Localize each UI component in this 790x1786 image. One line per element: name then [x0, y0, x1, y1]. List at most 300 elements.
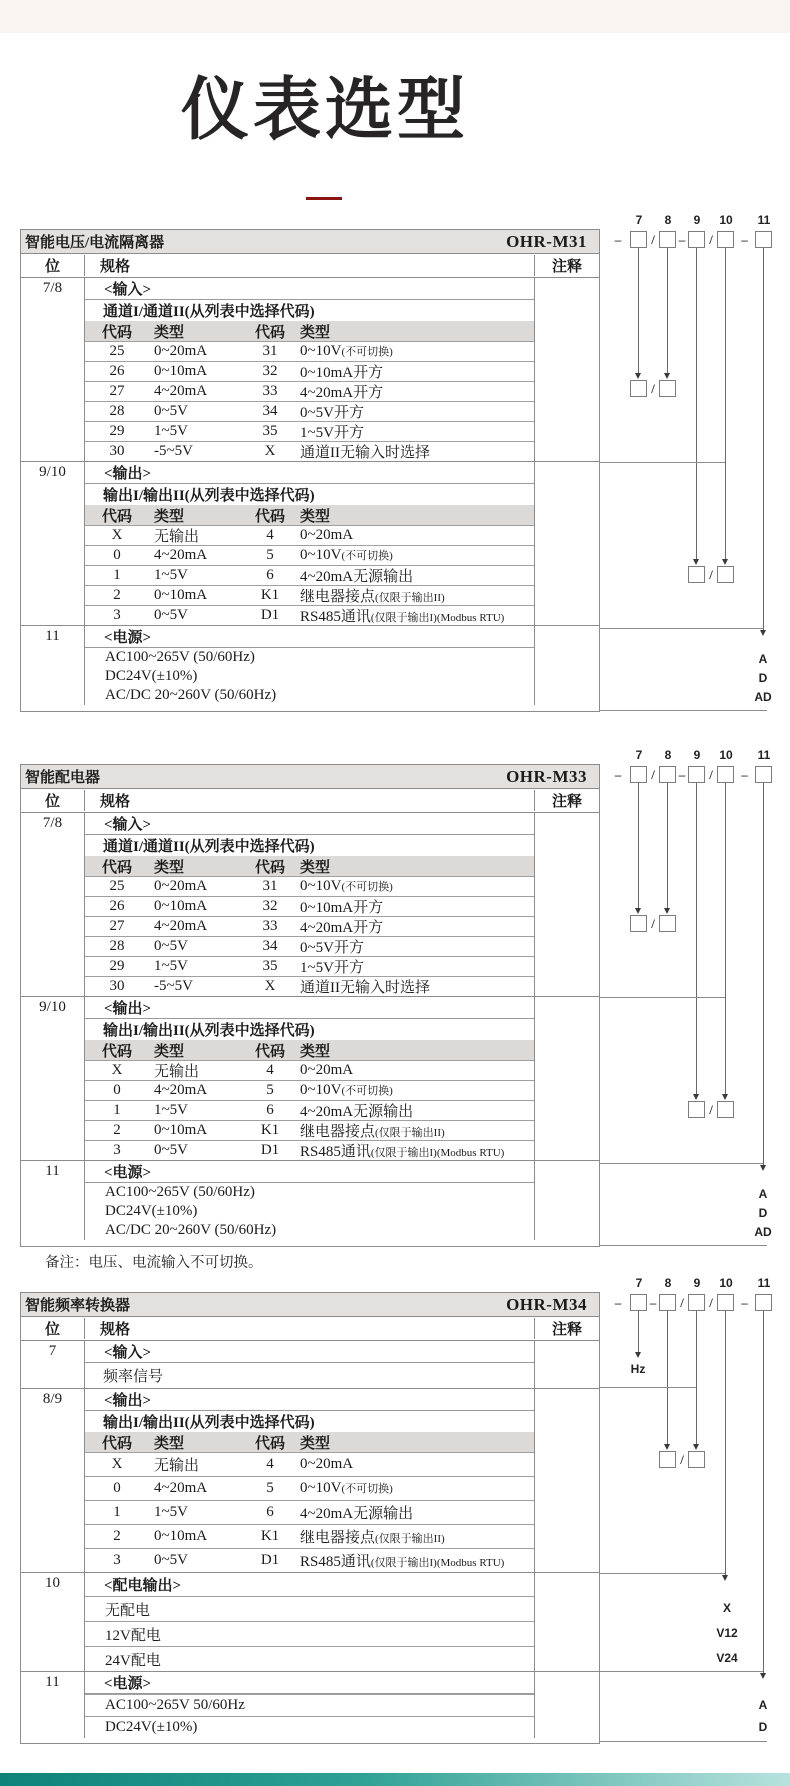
type-cell: 4~20mA [154, 918, 208, 934]
code-cell: 29 [109, 423, 125, 439]
code-cell: 35 [262, 423, 278, 439]
section-pos: 11 [21, 1161, 85, 1240]
code-cell: 25 [109, 343, 125, 359]
code-row [85, 585, 534, 605]
code-cell: D1 [260, 1142, 280, 1158]
selection-table-m34 [20, 1292, 600, 1744]
code-row [85, 421, 534, 441]
type-cell: 0~10V(不可切换) [300, 1082, 393, 1098]
type-cell: 0~5V [154, 938, 188, 954]
digit-label: 7 [635, 748, 643, 762]
code-cell: X [264, 978, 276, 994]
table-header-bar [21, 1293, 599, 1317]
digit-label: 7 [635, 213, 643, 227]
code-row [85, 1060, 534, 1080]
arrow-down-icon [664, 1444, 670, 1450]
code-cell: 1 [113, 1504, 121, 1520]
power-section [21, 1160, 599, 1240]
connector-line [667, 783, 668, 908]
type-cell: 4~20mA无源输出 [300, 569, 414, 585]
product-model: OHR-M33 [506, 766, 587, 786]
type-cell: 0~20mA [154, 878, 208, 894]
code-cell: 31 [262, 343, 278, 359]
remark-cell [535, 1161, 599, 1240]
type-cell: RS485通讯(仅限于输出I)(Modbus RTU) [300, 1554, 505, 1570]
code-separator: – [678, 231, 686, 247]
code-row [85, 525, 534, 545]
table-header-bar [21, 765, 599, 789]
type-cell: 4~20mA [154, 383, 208, 399]
channel-select-line: 通道I/通道II(从列表中选择代码) [103, 839, 315, 855]
code-row [85, 1548, 534, 1572]
arrow-down-icon [635, 373, 641, 379]
code-separator: – [614, 231, 622, 247]
power-option-row: DC24V(±10%) [105, 1203, 198, 1219]
code-cell: 32 [262, 363, 278, 379]
type-cell: -5~5V [154, 978, 193, 994]
type-cell: 0~10V(不可切换) [300, 878, 393, 894]
type-cell: 1~5V [154, 423, 188, 439]
code-cell: 5 [266, 1480, 274, 1496]
power-option-row: AC/DC 20~260V (50/60Hz) [105, 1222, 277, 1238]
code-cell: K1 [260, 587, 280, 603]
section-label: <输入> [85, 1341, 534, 1363]
section-label: <输入> [85, 278, 534, 300]
code-separator: – [741, 766, 748, 782]
section-pos: 7/8 [21, 278, 85, 461]
type-cell: 通道II无输入时选择 [300, 445, 430, 461]
section-pos: 7/8 [21, 813, 85, 996]
code-table-header: 代码 类型 代码 类型 [85, 856, 534, 876]
slash-separator: / [709, 566, 713, 582]
code-box [717, 766, 734, 783]
type-cell: 继电器接点(仅限于输出II) [300, 1124, 445, 1140]
code-cell: D1 [260, 1552, 280, 1568]
code-separator: – [678, 766, 686, 782]
type-cell: 4~20mA [154, 1480, 208, 1496]
code-cell: 27 [109, 918, 125, 934]
connector-line [725, 783, 726, 1094]
digit-label: 10 [719, 748, 733, 762]
type-cell: 1~5V [154, 567, 188, 583]
product-model: OHR-M31 [506, 231, 587, 251]
code-cell: 34 [262, 938, 278, 954]
section-label: <输出> [85, 997, 534, 1019]
table-header-bar [21, 230, 599, 254]
type-cell: 4~20mA无源输出 [300, 1104, 414, 1120]
code-cell: 4 [266, 1062, 274, 1078]
slash-separator: / [680, 1451, 684, 1467]
type-cell: 继电器接点(仅限于输出II) [300, 1530, 445, 1546]
title-underline [306, 197, 342, 200]
code-separator: / [709, 231, 713, 247]
code-cell: 5 [266, 1082, 274, 1098]
arrow-down-icon [722, 559, 728, 565]
arrow-down-icon [664, 373, 670, 379]
remark-cell [535, 1573, 599, 1671]
selection-box [688, 1101, 705, 1118]
section-label: <电源> [85, 626, 534, 648]
code-table-header: 代码 类型 代码 类型 [85, 1432, 534, 1452]
arrow-down-icon [693, 1444, 699, 1450]
power-section [21, 625, 599, 705]
code-row [85, 1120, 534, 1140]
code-cell: 2 [113, 587, 121, 603]
connector-line [638, 783, 639, 908]
code-cell: 28 [109, 403, 125, 419]
code-row [85, 1452, 534, 1476]
code-box [630, 231, 647, 248]
type-cell: 0~10mA [154, 1528, 208, 1544]
remark-cell [535, 813, 599, 996]
code-box [659, 231, 676, 248]
code-cell: 32 [262, 898, 278, 914]
footnote: 备注：电压、电流输入不可切换。 [45, 1255, 263, 1271]
slash-separator: / [651, 915, 655, 931]
code-row [85, 565, 534, 585]
power-tag: D [758, 671, 768, 685]
extension-line [600, 1671, 763, 1672]
code-cell: 25 [109, 878, 125, 894]
type-cell: 0~10mA [154, 1122, 208, 1138]
output-section [21, 1388, 599, 1572]
input-section [21, 1340, 599, 1388]
column-header-row [21, 789, 599, 812]
code-row [85, 1080, 534, 1100]
code-cell: 0 [113, 547, 121, 563]
selection-box [659, 1451, 676, 1468]
code-row [85, 976, 534, 996]
code-cell: 0 [113, 1082, 121, 1098]
selection-box [630, 380, 647, 397]
code-row [85, 605, 534, 625]
col-pos: 位 [21, 790, 85, 811]
code-cell: K1 [260, 1122, 280, 1138]
code-cell: 34 [262, 403, 278, 419]
digit-label: 11 [757, 213, 771, 227]
power-tag: A [758, 1187, 768, 1201]
code-row [85, 441, 534, 461]
section-pos: 9/10 [21, 462, 85, 625]
remark-cell [535, 997, 599, 1160]
digit-label: 9 [693, 213, 701, 227]
code-cell: X [264, 443, 276, 459]
column-header-row [21, 254, 599, 277]
type-cell: 0~10mA开方 [300, 365, 384, 381]
distribution-tag: V24 [716, 1651, 738, 1665]
type-cell: 0~5V开方 [300, 405, 364, 421]
page-title: 仪表选型 [180, 72, 469, 148]
type-cell: 0~5V [154, 1142, 188, 1158]
code-cell: 33 [262, 383, 278, 399]
code-cell: 1 [113, 567, 121, 583]
digit-label: 11 [757, 1276, 771, 1290]
code-row [85, 896, 534, 916]
code-box [755, 231, 772, 248]
code-cell: X [111, 527, 123, 543]
code-row [85, 545, 534, 565]
type-cell: 0~10V(不可切换) [300, 343, 393, 359]
output-select-line: 输出I/输出II(从列表中选择代码) [103, 1415, 315, 1431]
digit-label: 8 [664, 748, 672, 762]
type-cell: RS485通讯(仅限于输出I)(Modbus RTU) [300, 1144, 505, 1160]
code-cell: 5 [266, 547, 274, 563]
type-cell: 0~10mA [154, 898, 208, 914]
code-box [659, 766, 676, 783]
code-separator: – [649, 1294, 657, 1310]
code-row [85, 1100, 534, 1120]
section-pos: 10 [21, 1573, 85, 1671]
channel-select-line: 通道I/通道II(从列表中选择代码) [103, 304, 315, 320]
slash-separator: / [709, 1101, 713, 1117]
digit-label: 9 [693, 1276, 701, 1290]
power-tag: A [758, 1698, 768, 1712]
remark-cell [535, 1341, 599, 1388]
input-section [21, 812, 599, 996]
arrow-down-icon [635, 1352, 641, 1358]
code-box [630, 1294, 647, 1311]
code-row [85, 341, 534, 361]
type-cell: 无输出 [154, 529, 200, 545]
type-cell: RS485通讯(仅限于输出I)(Modbus RTU) [300, 609, 505, 625]
connector-line [638, 1311, 639, 1352]
selection-box [688, 1451, 705, 1468]
type-cell: 0~10V(不可切换) [300, 1480, 393, 1496]
extension-line [600, 1573, 725, 1574]
code-table-header: 代码 类型 代码 类型 [85, 1040, 534, 1060]
arrow-down-icon [693, 559, 699, 565]
col-spec: 规格 [85, 1318, 535, 1339]
distribution-option-row: 24V配电 [85, 1646, 534, 1671]
type-cell: 4~20mA [154, 1082, 208, 1098]
code-cell: 1 [113, 1102, 121, 1118]
extension-line [600, 628, 763, 629]
code-cell: D1 [260, 607, 280, 623]
digit-label: 7 [635, 1276, 643, 1290]
code-row [85, 936, 534, 956]
digit-label: 11 [757, 748, 771, 762]
code-separator: / [651, 231, 655, 247]
code-cell: 3 [113, 1552, 121, 1568]
remark-cell [535, 626, 599, 705]
code-box [659, 1294, 676, 1311]
frequency-signal-row: 频率信号 [103, 1369, 164, 1385]
selection-box [630, 915, 647, 932]
code-separator: / [680, 1294, 684, 1310]
connector-line [763, 1311, 764, 1673]
code-row [85, 381, 534, 401]
extension-line [600, 1741, 767, 1742]
remark-cell [535, 278, 599, 461]
code-box [717, 1294, 734, 1311]
code-table-header: 代码 类型 代码 类型 [85, 321, 534, 341]
top-band [0, 0, 790, 33]
section-pos: 11 [21, 626, 85, 705]
extension-line [600, 1245, 767, 1246]
code-box [717, 231, 734, 248]
type-cell: 1~5V开方 [300, 425, 364, 441]
product-name: 智能电压/电流隔离器 [25, 235, 165, 251]
type-cell: 0~5V [154, 607, 188, 623]
code-cell: 27 [109, 383, 125, 399]
code-box [688, 1294, 705, 1311]
type-cell: 0~5V开方 [300, 940, 364, 956]
code-cell: 2 [113, 1528, 121, 1544]
section-label: <配电输出> [104, 1578, 182, 1594]
section-pos: 11 [21, 1672, 85, 1738]
section-label: <电源> [85, 1672, 534, 1694]
code-row [85, 1524, 534, 1548]
power-tag: D [758, 1720, 768, 1734]
code-cell: 26 [109, 363, 125, 379]
code-row [85, 1500, 534, 1524]
extension-line [600, 1163, 763, 1164]
code-cell: 6 [266, 567, 274, 583]
selection-box [659, 380, 676, 397]
connector-line [763, 248, 764, 630]
arrow-down-icon [635, 908, 641, 914]
footer-bar [0, 1773, 790, 1786]
type-cell: 4~20mA开方 [300, 920, 384, 936]
type-cell: 0~20mA [300, 1062, 354, 1078]
code-cell: 35 [262, 958, 278, 974]
type-cell: 通道II无输入时选择 [300, 980, 430, 996]
selection-box [659, 915, 676, 932]
code-separator: – [741, 231, 748, 247]
selection-box [688, 566, 705, 583]
type-cell: 1~5V [154, 1504, 188, 1520]
connector-line [667, 1311, 668, 1444]
code-cell: 0 [113, 1480, 121, 1496]
arrow-down-icon [760, 1673, 766, 1679]
output-select-line: 输出I/输出II(从列表中选择代码) [103, 488, 315, 504]
power-tag: A [758, 652, 768, 666]
hz-tag: Hz [630, 1362, 646, 1376]
product-model: OHR-M34 [506, 1294, 587, 1314]
type-cell: 无输出 [154, 1064, 200, 1080]
code-row [85, 1140, 534, 1160]
distribution-option-row: 无配电 [85, 1596, 534, 1621]
code-box [755, 766, 772, 783]
type-cell: 0~5V [154, 403, 188, 419]
type-cell: 4~20mA开方 [300, 385, 384, 401]
extension-line [600, 710, 767, 711]
section-label: <输出> [85, 462, 534, 484]
code-cell: 26 [109, 898, 125, 914]
power-option-row: DC24V(±10%) [105, 668, 198, 684]
arrow-down-icon [664, 908, 670, 914]
type-cell: 1~5V [154, 958, 188, 974]
type-cell: 0~10V(不可切换) [300, 547, 393, 563]
output-select-line: 输出I/输出II(从列表中选择代码) [103, 1023, 315, 1039]
code-cell: 3 [113, 1142, 121, 1158]
code-row [85, 361, 534, 381]
power-tag: D [758, 1206, 768, 1220]
section-pos: 8/9 [21, 1389, 85, 1572]
digit-label: 10 [719, 1276, 733, 1290]
section-label: <电源> [85, 1161, 534, 1183]
type-cell: 0~20mA [154, 343, 208, 359]
code-box [630, 766, 647, 783]
col-remark: 注释 [551, 259, 582, 275]
power-tag: AD [754, 1225, 772, 1239]
extension-line [600, 462, 725, 463]
code-cell: 4 [266, 527, 274, 543]
code-box [688, 766, 705, 783]
distribution-option-row: 12V配电 [85, 1621, 534, 1646]
code-box [755, 1294, 772, 1311]
col-spec: 规格 [85, 790, 535, 811]
selection-box [717, 1101, 734, 1118]
type-cell: 1~5V [154, 1102, 188, 1118]
code-cell: K1 [260, 1528, 280, 1544]
connector-line [725, 1311, 726, 1575]
col-spec: 规格 [85, 255, 535, 276]
col-pos: 位 [21, 1318, 85, 1339]
code-separator: – [741, 1294, 748, 1310]
power-section [21, 1671, 599, 1738]
type-cell: 1~5V开方 [300, 960, 364, 976]
selection-box [717, 566, 734, 583]
power-option-row: AC100~265V 50/60Hz [85, 1694, 534, 1716]
code-cell: 6 [266, 1504, 274, 1520]
connector-line [696, 1311, 697, 1444]
connector-line [696, 248, 697, 559]
code-separator: / [709, 1294, 713, 1310]
code-row [85, 916, 534, 936]
digit-label: 8 [664, 213, 672, 227]
output-section [21, 996, 599, 1160]
column-header-row [21, 1317, 599, 1340]
type-cell: 0~5V [154, 1552, 188, 1568]
distribution-tag: V12 [716, 1626, 738, 1640]
connector-line [638, 248, 639, 373]
code-cell: 30 [109, 978, 125, 994]
type-cell: 0~20mA [300, 527, 354, 543]
type-cell: 0~10mA开方 [300, 900, 384, 916]
product-name: 智能频率转换器 [25, 1298, 131, 1314]
type-cell: 0~10mA [154, 587, 208, 603]
power-option-row: AC100~265V (50/60Hz) [105, 649, 255, 665]
code-cell: 33 [262, 918, 278, 934]
code-cell: X [111, 1062, 123, 1078]
col-pos: 位 [21, 255, 85, 276]
code-separator: – [614, 766, 622, 782]
arrow-down-icon [722, 1575, 728, 1581]
arrow-down-icon [760, 1165, 766, 1171]
code-box [688, 231, 705, 248]
connector-line [763, 783, 764, 1165]
product-name: 智能配电器 [25, 770, 101, 786]
code-separator: / [651, 766, 655, 782]
arrow-down-icon [722, 1094, 728, 1100]
digit-label: 9 [693, 748, 701, 762]
type-cell: 4~20mA无源输出 [300, 1506, 414, 1522]
remark-cell [535, 1389, 599, 1572]
type-cell: 0~20mA [300, 1456, 354, 1472]
connector-line [696, 783, 697, 1094]
type-cell: -5~5V [154, 443, 193, 459]
connector-line [667, 248, 668, 373]
type-cell: 无输出 [154, 1458, 200, 1474]
section-pos: 7 [21, 1341, 85, 1388]
code-cell: 28 [109, 938, 125, 954]
col-remark: 注释 [551, 1322, 582, 1338]
remark-cell [535, 1672, 599, 1738]
code-row [85, 401, 534, 421]
selection-table-m33 [20, 764, 600, 1247]
output-section [21, 461, 599, 625]
